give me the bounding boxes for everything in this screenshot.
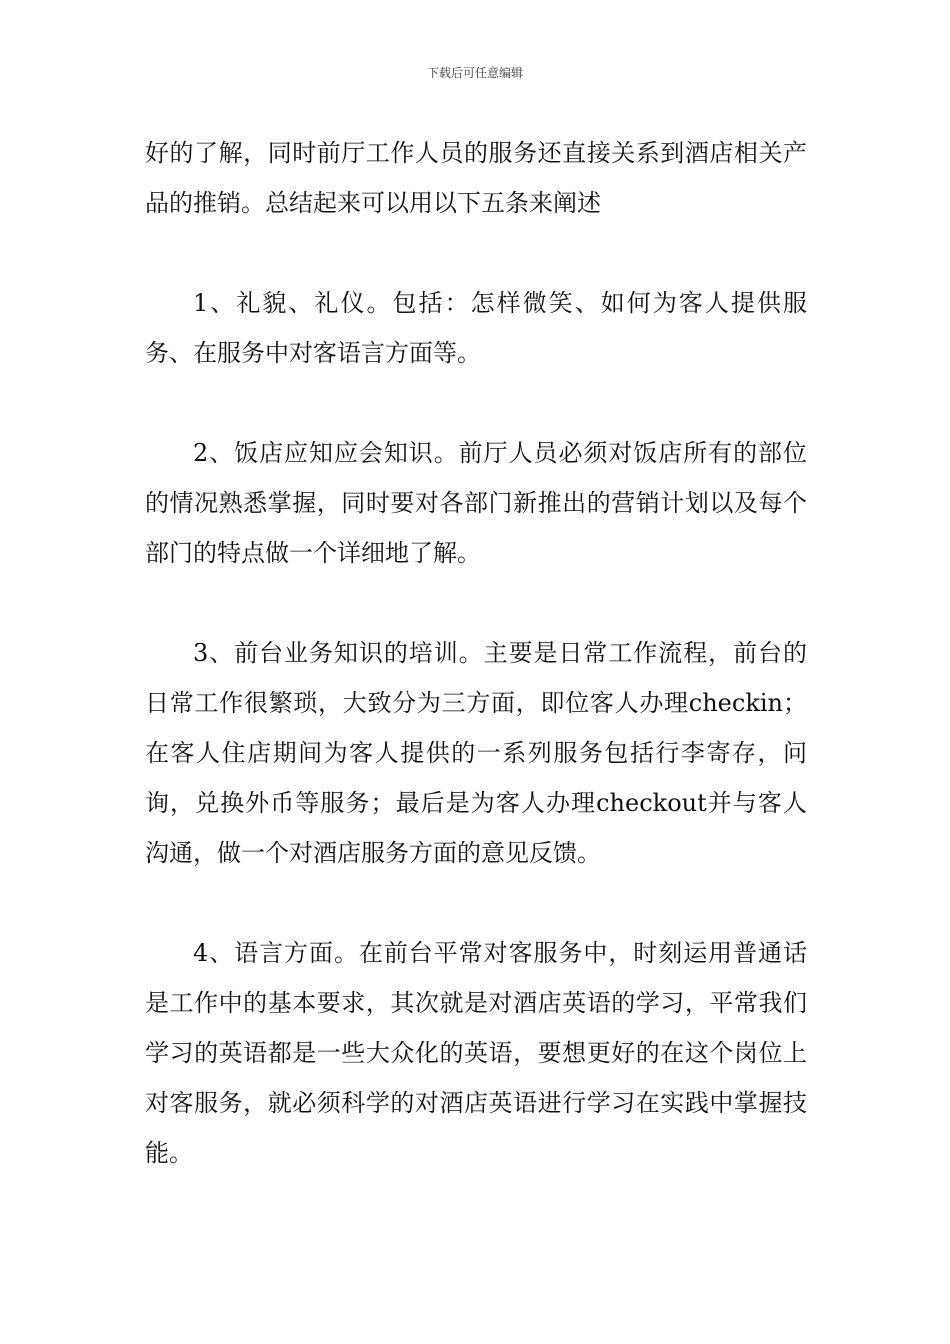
document-body: [145, 128, 807, 1228]
page-header: 下载后可任意编辑: [426, 66, 523, 80]
paragraph-item-3: 3、前台业务知识的培训。主要是日常工作流程，前台的日常工作很繁琐，大致分为三方面，即位客人办理checkin；在客人住店期间为客人提供的一系列服务包括行李寄存，问询，兑换外币等服务；最后是为客人办理checkout并与客人沟通，做一个对酒店服务方面的意见反馈。: [145, 639, 807, 867]
paragraph-item-2: 2、饭店应知应会知识。前厅人员必须对饭店所有的部位的情况熟悉掌握，同时要对各部门新推出的营销计划以及每个部门的特点做一个详细地了解。: [145, 439, 807, 567]
paragraph-intro: 好的了解，同时前厅工作人员的服务还直接关系到酒店相关产品的推销。总结起来可以用以下五条来阐述: [145, 139, 807, 217]
paragraph-item-4: 4、语言方面。在前台平常对客服务中，时刻运用普通话是工作中的基本要求，其次就是对酒店英语的学习，平常我们学习的英语都是一些大众化的英语，要想更好的在这个岗位上对客服务，就必须科学的对酒店英语进行学习在实践中掌握技能。: [145, 939, 807, 1167]
paragraph-item-1: 1、礼貌、礼仪。包括：怎样微笑、如何为客人提供服务、在服务中对客语言方面等。: [145, 289, 807, 367]
